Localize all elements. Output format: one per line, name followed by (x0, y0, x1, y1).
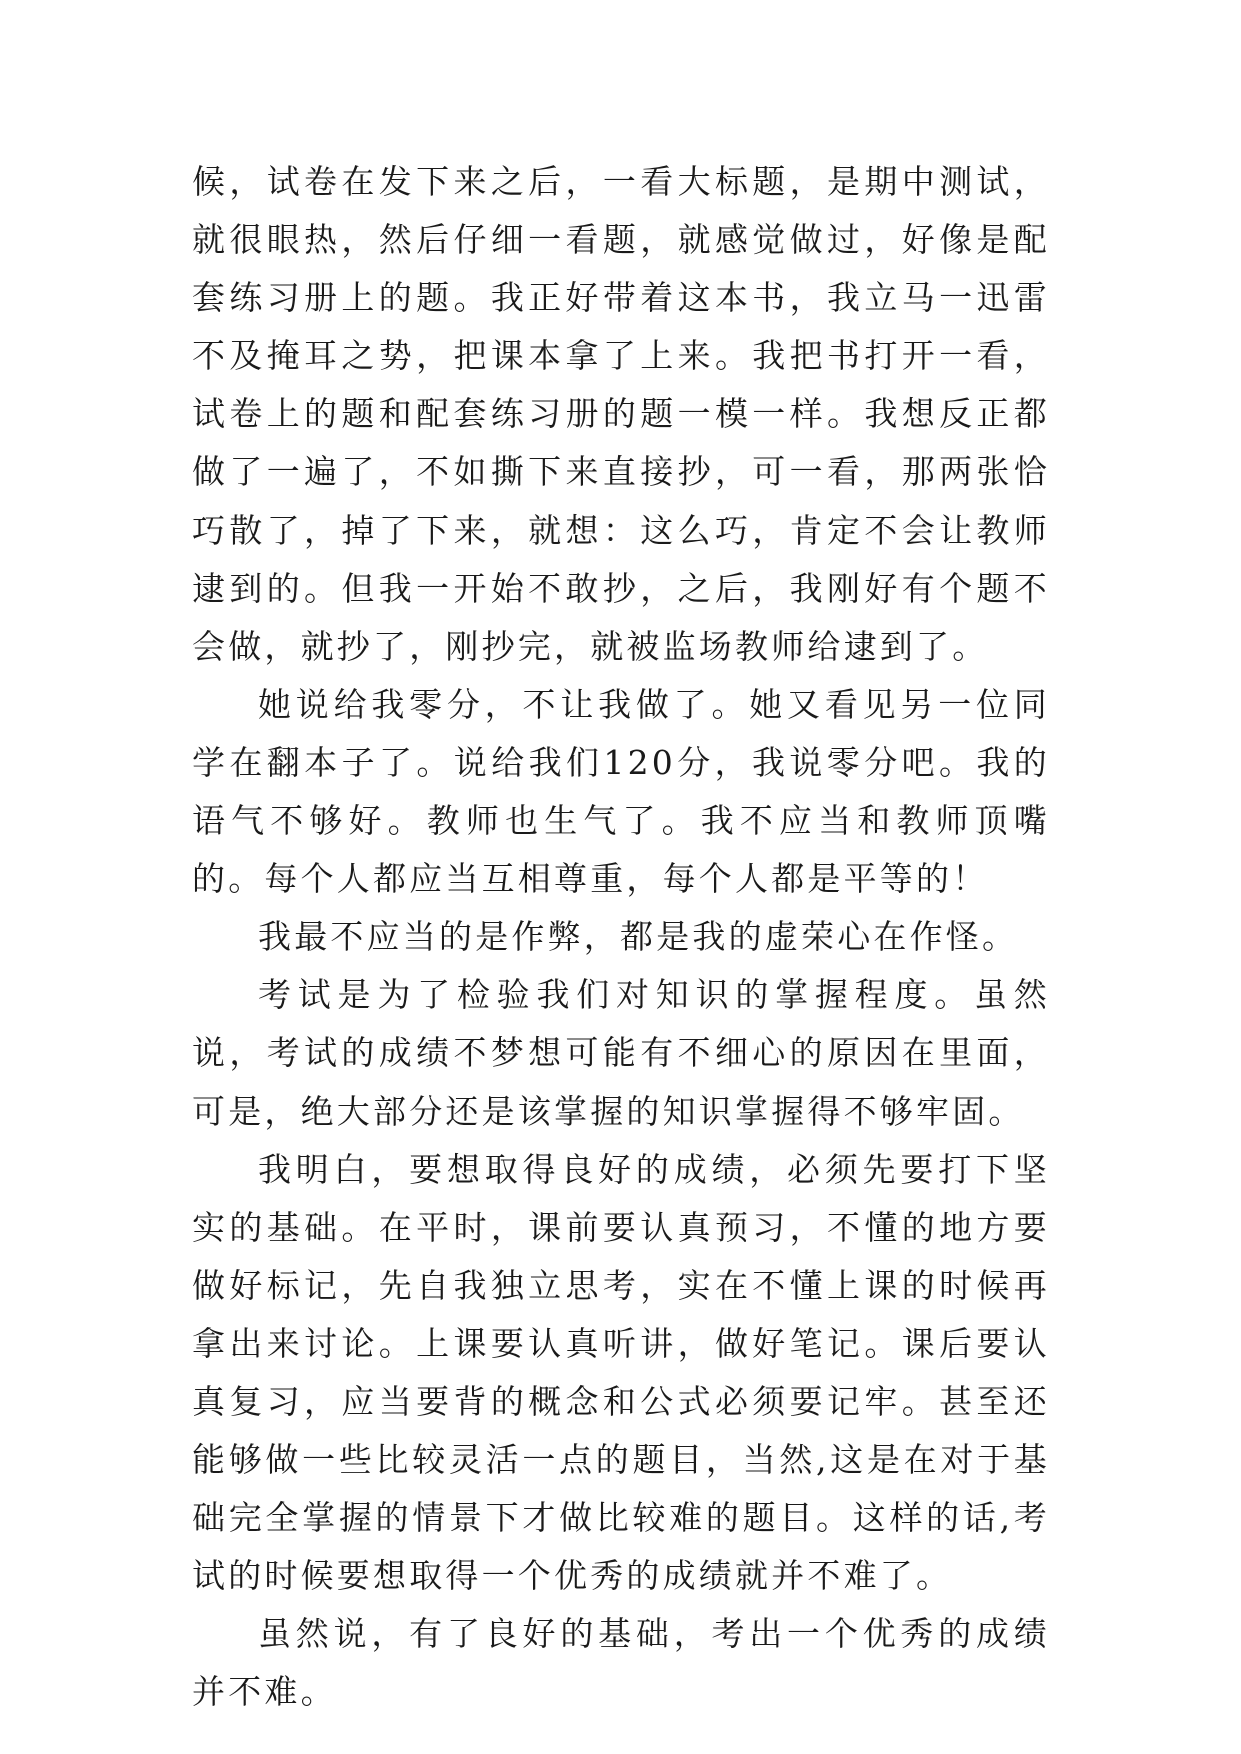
paragraph: 她说给我零分，不让我做了。她又看见另一位同学在翻本子了。说给我们120分，我说零分吧。我的语气不够好。教师也生气了。我不应当和教师顶嘴的。每个人都应当互相尊重，每个人都是平等的！ (192, 684, 1050, 899)
body-text (192, 153, 1050, 1722)
paragraph: 我明白，要想取得良好的成绩，必须先要打下坚实的基础。在平时，课前要认真预习，不懂的地方要做好标记，先自我独立思考，实在不懂上课的时候再拿出来讨论。上课要认真听讲，做好笔记。课后要认真复习，应当要背的概念和公式必须要记牢。甚至还能够做一些比较灵活一点的题目，当然,这是在对于基础完全掌握的情景下才做比较难的题目。这样的话,考试的时候要想取得一个优秀的成绩就并不难了。 (192, 1149, 1050, 1596)
paragraph: 考试是为了检验我们对知识的掌握程度。虽然说，考试的成绩不梦想可能有不细心的原因在里面，可是，绝大部分还是该掌握的知识掌握得不够牢固。 (192, 975, 1050, 1131)
paragraph: 虽然说，有了良好的基础，考出一个优秀的成绩并不难。 (192, 1614, 1050, 1712)
paragraph-continued: 候，试卷在发下来之后，一看大标题，是期中测试，就很眼热，然后仔细一看题，就感觉做过，好像是配套练习册上的题。我正好带着这本书，我立马一迅雷不及掩耳之势，把课本拿了上来。我把书打开一看，试卷上的题和配套练习册的题一模一样。我想反正都做了一遍了，不如撕下来直接抄，可一看，那两张恰巧散了，掉了下来，就想：这么巧，肯定不会让教师逮到的。但我一开始不敢抄，之后，我刚好有个题不会做，就抄了，刚抄完，就被监场教师给逮到了。 (192, 162, 1050, 666)
paragraph: 我最不应当的是作弊，都是我的虚荣心在作怪。 (258, 917, 1019, 957)
